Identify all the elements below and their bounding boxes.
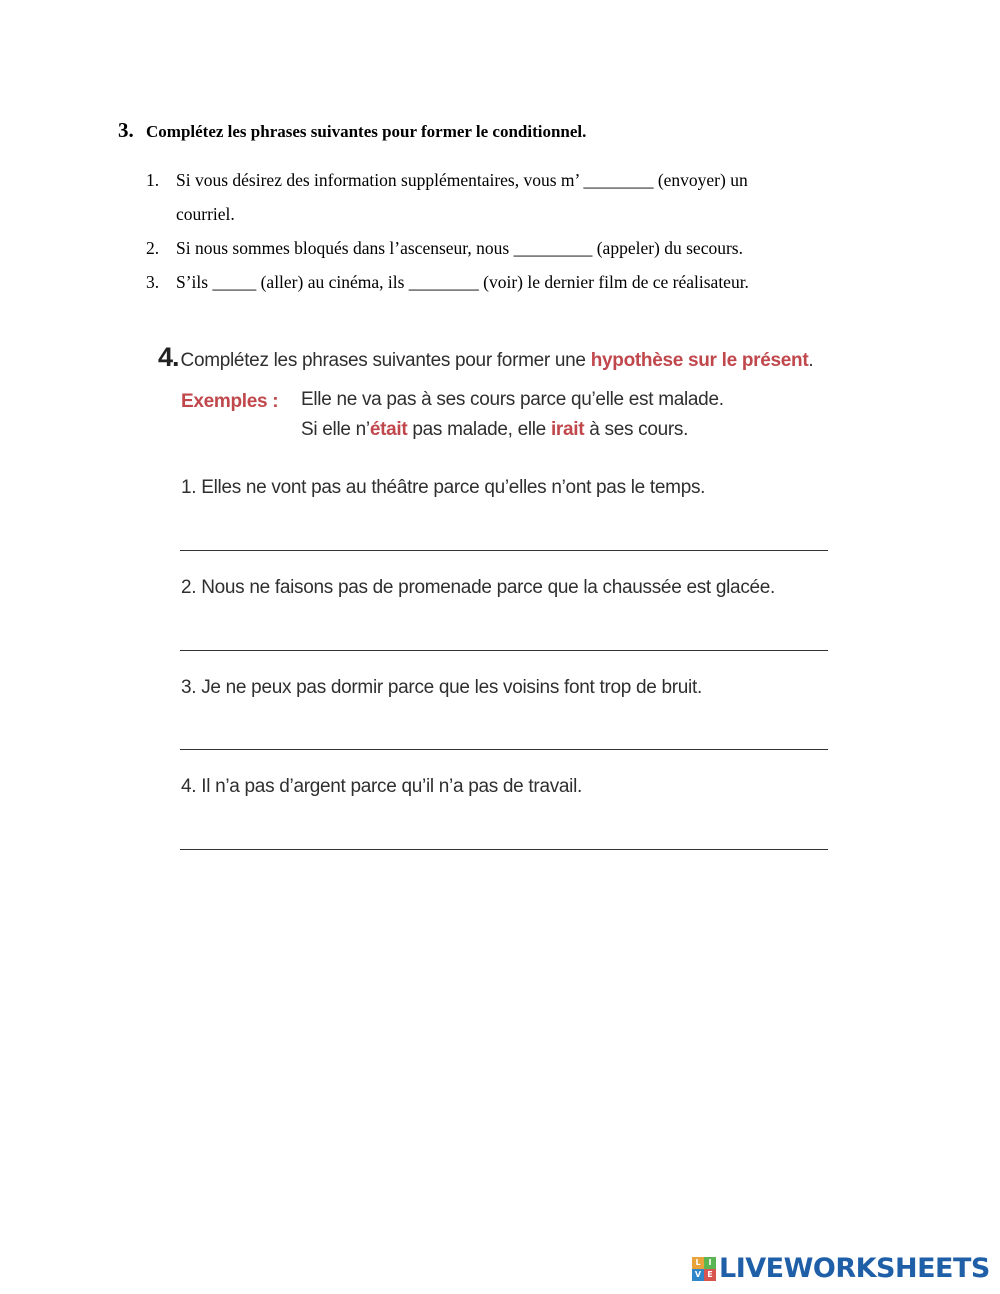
item-text [176, 163, 848, 231]
exercise-3 [118, 118, 848, 299]
exercise-4-title [181, 350, 814, 372]
example-part: pas malade, elle [407, 419, 551, 440]
list-item [146, 163, 848, 231]
item-text-line2: courriel. [176, 204, 235, 224]
item-number: 1. [146, 170, 160, 190]
list-item [146, 231, 848, 265]
logo-letter: L [692, 1257, 704, 1269]
liveworksheets-text: LIVEWORKSHEETS [719, 1253, 990, 1284]
example-line-1: Elle ne va pas à ses cours parce qu’elle est malade. [301, 389, 724, 410]
item-text-line1: Si vous désirez des information supplémentaires, vous m’ ________ (envoyer) un [176, 170, 748, 190]
answer-input-1[interactable] [180, 520, 832, 550]
item-text: S’ils _____ (aller) au cinéma, ils ________ (voir) le dernier film de ce réalisateur. [176, 272, 749, 292]
item-number: 3. [146, 272, 160, 292]
exercise-4-header [158, 342, 838, 373]
answer-input-3[interactable] [180, 719, 832, 749]
list-item [146, 265, 848, 299]
examples-block [181, 391, 838, 445]
example-highlight: était [369, 419, 408, 440]
answer-line-4 [180, 849, 828, 850]
exercise-4-number: 4. [158, 342, 179, 372]
liveworksheets-logo [692, 1253, 990, 1284]
example-line-2 [301, 415, 724, 445]
answer-line-3 [180, 749, 828, 750]
exercise-3-number: 3. [118, 118, 134, 142]
logo-letter: I [704, 1257, 716, 1269]
question-1: 1. Elles ne vont pas au théâtre parce qu’elles n’ont pas le temps. [181, 477, 706, 498]
item-text: Si nous sommes bloqués dans l’ascenseur, nous _________ (appeler) du secours. [176, 238, 743, 258]
title-end: . [808, 350, 814, 371]
answer-line-2 [180, 650, 828, 651]
logo-letter: E [704, 1269, 716, 1281]
examples-lines [301, 385, 724, 445]
question-3: 3. Je ne peux pas dormir parce que les voisins font trop de bruit. [181, 677, 702, 698]
title-start: Complétez les phrases suivantes pour former une [180, 350, 591, 371]
example-part: à ses cours. [584, 419, 689, 440]
exercise-3-title: Complétez les phrases suivantes pour former le conditionnel. [146, 122, 587, 141]
examples-label: Exemples : [181, 391, 279, 412]
answer-line-1 [180, 550, 828, 551]
title-highlight: hypothèse sur le présent [590, 350, 809, 371]
question-4: 4. Il n’a pas d’argent parce qu’il n’a pas de travail. [181, 776, 582, 797]
exercise-3-list [146, 163, 848, 299]
logo-letter: V [692, 1269, 704, 1281]
exercise-3-header [118, 118, 848, 143]
question-2: 2. Nous ne faisons pas de promenade parce que la chaussée est glacée. [181, 577, 776, 598]
example-highlight: irait [550, 419, 585, 440]
item-number: 2. [146, 238, 160, 258]
answer-input-2[interactable] [180, 620, 832, 650]
answer-input-4[interactable] [180, 819, 832, 849]
example-part: Si elle n’ [301, 419, 370, 440]
exercise-4 [158, 342, 838, 797]
liveworksheets-logo-icon [692, 1257, 716, 1281]
